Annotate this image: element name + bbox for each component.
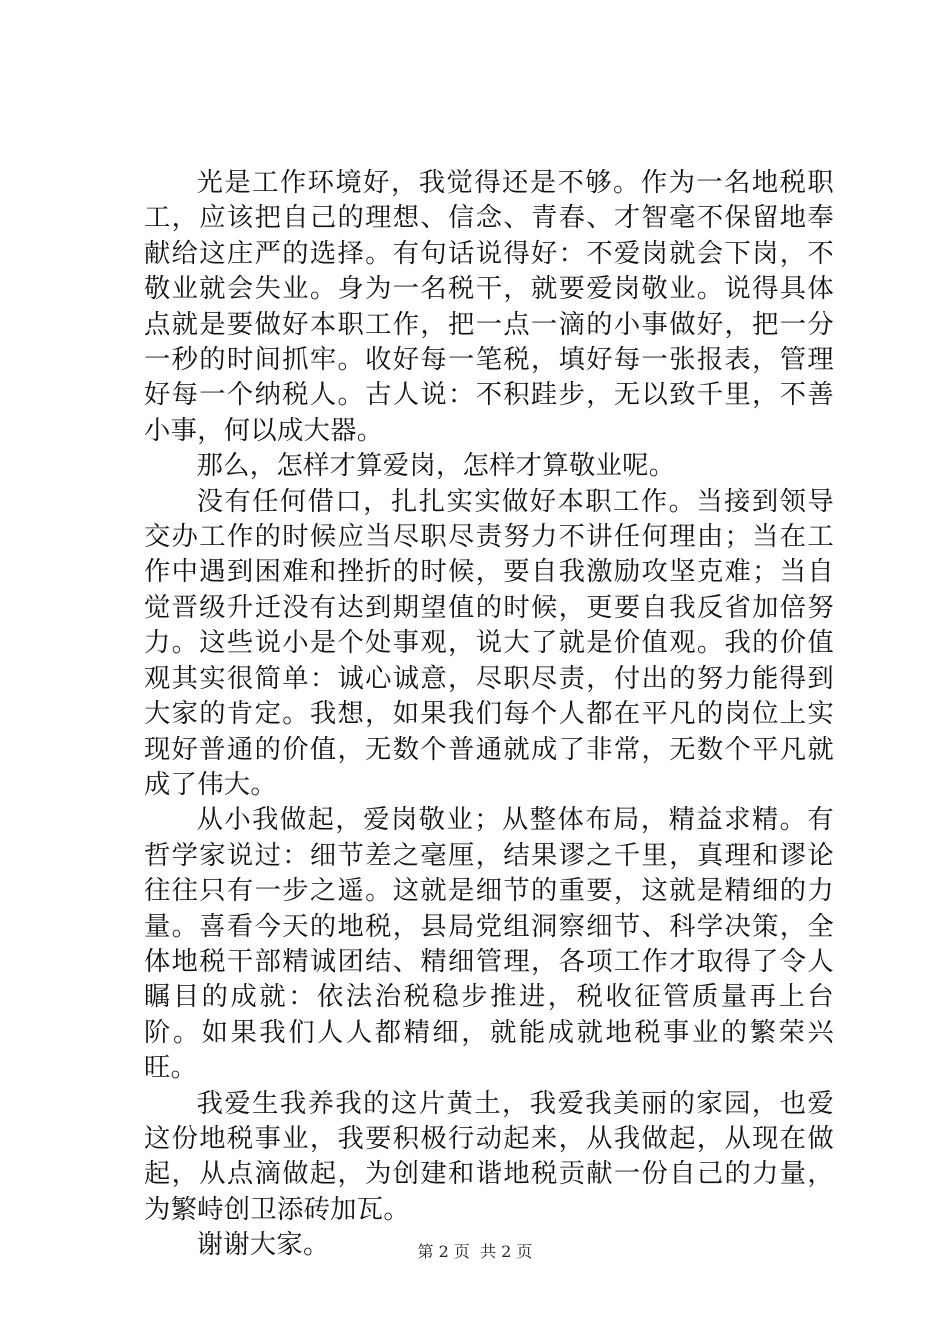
paragraph: 谢谢大家。 xyxy=(196,1230,330,1261)
paragraph: 那么，怎样才算爱岗，怎样才算敬业呢。 xyxy=(196,451,676,482)
paragraph: 没有任何借口，扎扎实实做好本职工作。当接到领导交办工作的时候应当尽职尽责努力不讲任何理由；当在工作中遇到困难和挫折的时候，要自我激励攻坚克难；当自觉晋级升迁没有达到期望值的时候，更要自我反省加倍努力。这些说小是个处事观，说大了就是价值观。我的价值观其实很简单：诚心诚意，尽职尽责，付出的努力能得到大家的肯定。我想，如果我们每个人都在平凡的岗位上实现好普通的价值，无数个普通就成了非常，无数个平凡就成了伟大。 xyxy=(144,486,834,800)
page-number-label: 第 2 页 共 2 页 xyxy=(417,1242,533,1261)
page-footer xyxy=(0,1242,950,1262)
paragraph: 从小我做起，爱岗敬业；从整体布局，精益求精。有哲学家说过：细节差之毫厘，结果谬之千里，真理和谬论往往只有一步之遥。这就是细节的重要，这就是精细的力量。喜看今天的地税，县局党组洞察细节、科学决策，全体地税干部精诚团结、精细管理，各项工作才取得了令人瞩目的成就：依法治税稳步推进，税收征管质量再上台阶。如果我们人人都精细，就能成就地税事业的繁荣兴旺。 xyxy=(144,805,834,1084)
paragraph: 光是工作环境好，我觉得还是不够。作为一名地税职工，应该把自己的理想、信念、青春、才智毫不保留地奉献给这庄严的选择。有句话说得好：不爱岗就会下岗，不敬业就会失业。身为一名税干，就要爱岗敬业。说得具体点就是要做好本职工作，把一点一滴的小事做好，把一分一秒的时间抓牢。收好每一笔税，填好每一张报表，管理好每一个纳税人。古人说：不积跬步，无以致千里，不善小事，何以成大器。 xyxy=(144,168,834,446)
paragraph: 我爱生我养我的这片黄土，我爱我美丽的家园，也爱这份地税事业，我要积极行动起来，从我做起，从现在做起，从点滴做起，为创建和谐地税贡献一份自己的力量，为繁峙创卫添砖加瓦。 xyxy=(144,1088,834,1225)
document-body xyxy=(144,166,834,1264)
